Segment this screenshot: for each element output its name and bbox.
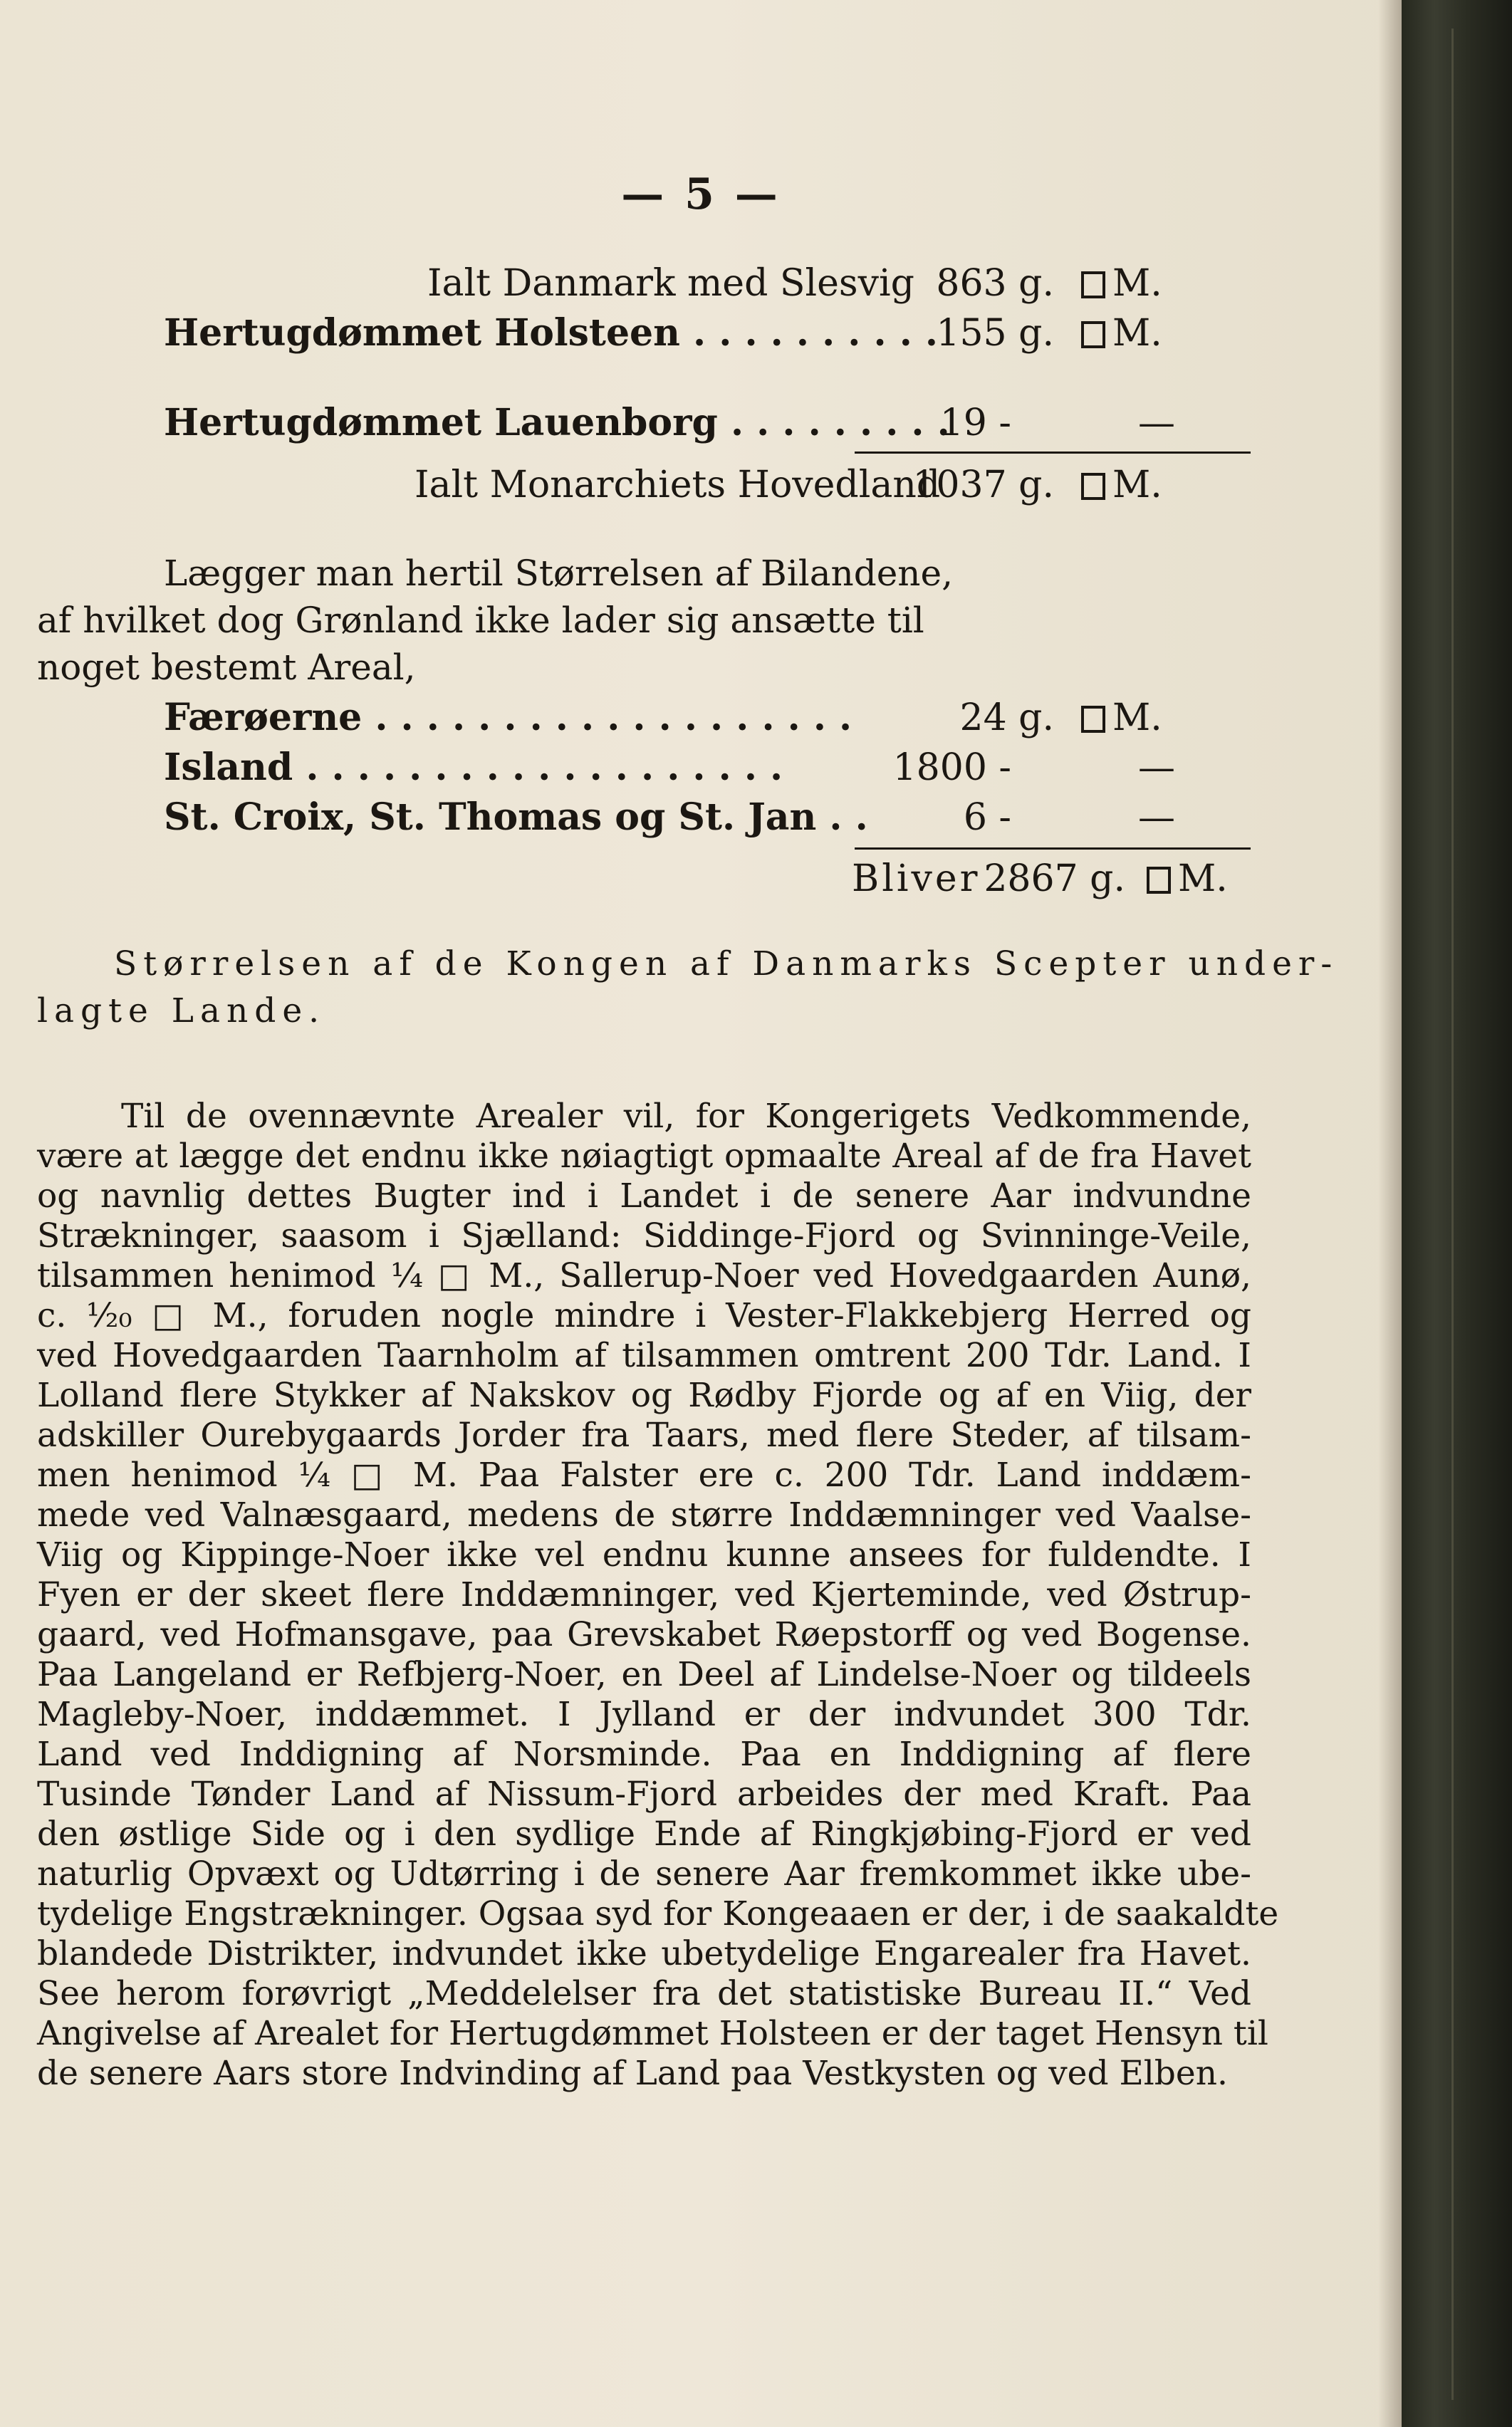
text-line: Magleby-Noer, inddæmmet. I Jylland er der indvundet 300 Tdr. [37,1695,1251,1734]
text-line: de senere Aars store Indvinding af Land paa Vestkysten og ved Elben. [37,2054,1228,2093]
text-line: Størrelsen af de Kongen af Danmarks Scepter under- [114,944,1339,983]
row-value: 24 g. [959,696,1054,739]
text-line: Til de ovennævnte Arealer vil, for Kongerigets Vedkommende, [121,1097,1251,1136]
row-label: Færøerne . . . . . . . . . . . . . . . . . . . [164,696,853,739]
table-row [0,311,1402,357]
row-value: 2867 g. [984,857,1125,900]
row-label: Ialt Monarchiets Hovedland [415,464,941,506]
page-number: — 5 — [621,169,781,219]
row-value: 863 g. [936,262,1054,305]
row-label: St. Croix, St. Thomas og St. Jan . . [164,795,868,839]
text-line: Fyen er der skeet flere Inddæmninger, ved Kjerteminde, ved Østrup- [37,1575,1251,1614]
table-row [0,696,1402,742]
square-symbol-icon [1081,473,1105,500]
square-symbol-icon [1081,271,1105,298]
text-line: af hvilket dog Grønland ikke lader sig ansætte til [37,600,924,641]
row-label: Hertugdømmet Holsteen . . . . . . . . . . [164,311,938,355]
row-unit: — [1138,796,1175,839]
sum-rule [855,847,1251,850]
row-value: 1037 g. [912,464,1054,506]
text-line: den østlige Side og i den sydlige Ende af Ringkjøbing-Fjord er ved [37,1815,1251,1854]
row-unit: M. [1074,315,1162,352]
text-line: Viig og Kippinge-Noer ikke vel endnu kunne ansees for fuldendte. I [37,1535,1251,1575]
square-symbol-icon [1081,706,1105,733]
sum-rule [855,452,1251,454]
text-line: Strækninger, saasom i Sjælland: Siddinge-Fjord og Svinninge-Veile, [37,1216,1251,1256]
text-line: og navnlig dettes Bugter ind i Landet i de senere Aar indvundne [37,1176,1251,1216]
row-unit: M. [1074,699,1162,736]
row-label: Bliver [852,857,981,900]
table-row [0,401,1402,447]
text-line: adskiller Ourebygaards Jorder fra Taars, med flere Steder, af tilsam- [37,1416,1251,1455]
table-row [0,262,1402,308]
text-line: Land ved Inddigning af Norsminde. Paa en Inddigning af flere [37,1735,1251,1774]
row-value: 19 - [939,402,1011,444]
text-line: være at lægge det endnu ikke nøiagtigt opmaalte Areal af de fra Havet [37,1137,1251,1176]
table-row [0,746,1402,792]
square-symbol-icon [1081,321,1105,348]
text-line: Lolland flere Stykker af Nakskov og Rødby Fjorde og af en Viig, der [37,1376,1251,1415]
row-label: Island . . . . . . . . . . . . . . . . . . . [164,746,783,789]
text-line: lagte Lande. [37,991,326,1030]
table-row [0,795,1402,842]
text-line: ved Hovedgaarden Taarnholm af tilsammen omtrent 200 Tdr. Land. I [37,1336,1251,1375]
square-symbol-icon [1147,867,1171,894]
text-line: Paa Langeland er Refbjerg-Noer, en Deel af Lindelse-Noer og tildeels [37,1655,1251,1694]
page-edge-shadow [1378,0,1404,2427]
table-row [0,466,1402,509]
text-line: gaard, ved Hofmansgave, paa Grevskabet Røepstorff og ved Bogense. [37,1615,1251,1654]
text-line: noget bestemt Areal, [37,647,416,688]
text-line: c. ¹⁄₂₀ □ M., foruden nogle mindre i Vester-Flakkebjerg Herred og [37,1296,1251,1335]
row-value: 1800 - [892,746,1011,789]
text-line: men henimod ¼ □ M. Paa Falster ere c. 200 Tdr. Land inddæm- [37,1456,1251,1495]
row-unit: M. [1074,466,1162,503]
text-line: mede ved Valnæsgaard, medens de større Inddæmninger ved Vaalse- [37,1496,1251,1535]
text-line: Angivelse af Arealet for Hertugdømmet Holsteen er der taget Hensyn til [37,2014,1268,2053]
row-label: Hertugdømmet Lauenborg . . . . . . . . . [164,401,950,444]
text-line: tilsammen henimod ¼ □ M., Sallerup-Noer ved Hovedgaarden Aunø, [37,1256,1251,1295]
text-line: naturlig Opvæxt og Udtørring i de senere Aar fremkommet ikke ube- [37,1854,1251,1894]
row-unit: — [1138,746,1175,789]
body-paragraph [37,1097,1279,2094]
text-line: Lægger man hertil Størrelsen af Bilandene, [164,553,953,594]
row-value: 6 - [963,796,1011,839]
book-binding [1402,0,1512,2427]
row-unit: — [1138,402,1175,444]
text-line: Tusinde Tønder Land af Nissum-Fjord arbeides der med Kraft. Paa [37,1775,1251,1814]
row-value: 155 g. [936,312,1054,355]
row-unit: M. [1140,860,1228,897]
row-label: Ialt Danmark med Slesvig [427,262,914,305]
text-line: tydelige Engstrækninger. Ogsaa syd for Kongeaaen er der, i de saakaldte [37,1894,1279,1933]
text-line: See herom forøvrigt „Meddelelser fra det statistiske Bureau II.“ Ved [37,1974,1251,2013]
table-row [0,857,1402,903]
text-line: blandede Distrikter, indvundet ikke ubetydelige Engarealer fra Havet. [37,1934,1251,1973]
row-unit: M. [1074,265,1162,302]
